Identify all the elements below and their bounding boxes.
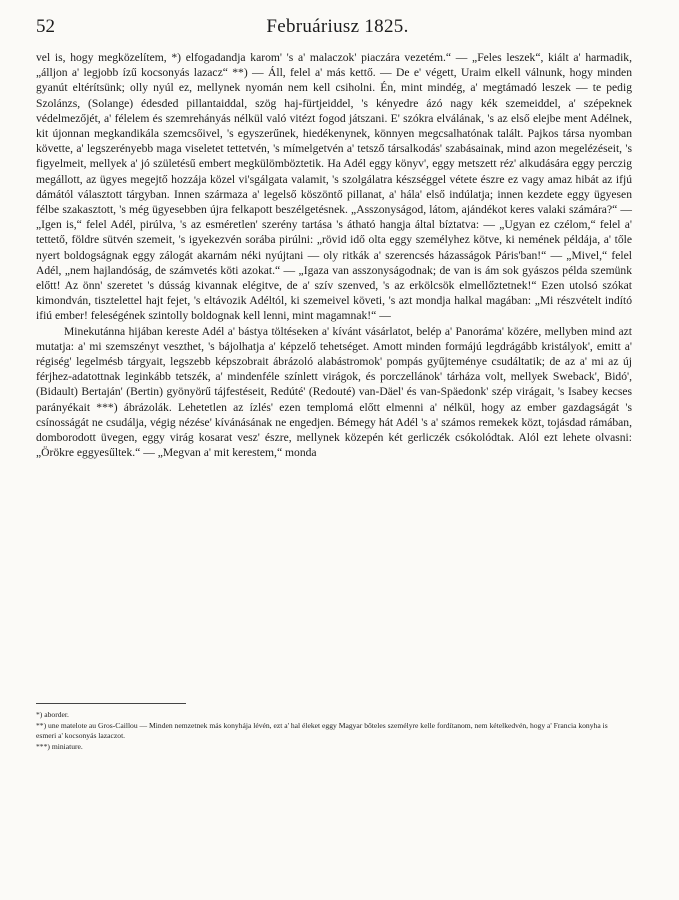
footnote: *) aborder. [36, 710, 69, 719]
body-text [36, 50, 632, 460]
page-header [36, 16, 639, 44]
footnotes [36, 710, 626, 752]
paragraph: Minekutánna hijában kereste Adél a' bástya töltéseken a' kívánt vásárlatot, belép a' Panoráma' közére, mellyben mind azt mutatja: a' mi szemszényt veszthet, 's bájolhatja a' képzelő tehetséget. Amott minden formájú legdrágább kristályok', emitt a' régiség' legelmésb tárgyait, legszebb képszobrait ábrázoló alabástromok' pompás gyűjteménye csudáltatik; de az a' mi az új férjhez-adatottnak leginkább tetszék, a' mindenféle színlett virágok, és porczellánok' tárháza volt, mellyek Sweback', Bidó', (Bidault) Bertaján' (Bertin) gyönyörű tájfestéseit, Redúté' (Redouté) van-Däel' és van-Späedonk' szép virágait, 's Isabey kecses parányékait ***) ábrázolák. Lehetetlen az ízlés' ezen templomá előtt elmenni a' nélkül, hogy az ember gazdagságát 's csínosságát ne csudálja, végig nézése' kívánásának ne engedjen. Bémegy hát Adél 's a' számos remekek közt, tojásdad rámában, domborodott üvegen, eggy virág kosarat vesz' észre, mellynek közepén két gerliczék csókolódtak. Alól ezt lehete olvasni: „Örökre eggyesűltek.“ — „Megvan a' mit kerestem,“ monda [36, 324, 632, 460]
footnote-divider [36, 703, 186, 704]
footnote: **) une matelote au Gros-Caillou — Minden nemzetnek más konyhája lévén, ezt a' hal éleket eggy Magyar bőteles személyre kelle fordítanom, nem kételkedvén, hogy a' Francia konyha is esmeri a' kocsonyás lazaczot. [36, 720, 608, 740]
footnote: ***) miniature. [36, 741, 83, 751]
page-number: 52 [36, 16, 55, 37]
running-title: Februáriusz 1825. [266, 16, 409, 37]
paragraph: vel is, hogy megközelítem, *) elfogadandja karom' 's a' malaczok' piaczára vezetém.“ — „Feles leszek“, kiált a' harmadik, „álljon a' legjobb ízű kocsonyás lazacz“ **) — Áll, felel a' más kettő. — De e' végett, Uraim elkell válnunk, hogy minden gyanút eltérítsünk; olly nyúl ez, mellynek nyomán nem kell csiholni. Én, mint mindég, a' megtámadó leszek — te pedig Szolánzs, (Solange) édesded pillantaiddal, szög haj-fürtjeiddel, 's kényedre ázó nagy kék szemeiddel, a' szépeknek védelmezőjét, a' félelem és szemrehányás nélkül való vitézt fogod játszani. E' szókra elválának, 's az első elejbe ment Adélnek, kit újonnan megkandikála szemcsőivel, 's egyszerűnek, hiedékenynek, könnyen megcsalhatónak talált. Pajkos társa nyomban követte, a' legszerényebb maga viseletet tettetvén, 's mímelgetvén a' tetsző társalkodás' szabásainak, mind azon megelézéseit, 's figyelmeit, mellyek a' jó születésű embert megkülömböztetik. Ha Adél eggy könyv', eggy metszett réz' alkudására eggy perczig megállott, az ügyes megejtő hozzája közel vi'sgálgata valamit, 's szolgálatra készséggel vétete észre ez vagy amaz hibát az ifjú dámától választott tárgyban. Innen származa a' legelső köszöntő pillanat, a' hála' első indúlatja; innen kezdete eggy ügyesen félbe szakasztott, 's még ügyesebben újra felkapott beszélgetésnek. „Asszonyságod, látom, ajándékot keres valaki számára?“ — „Igen is,“ felel Adél, pirúlva, 's az esméretlen' szerény tartása 's átható hangja által bíztatva: — „Ugyan ez czélom,“ felel a' tettető, földre sütvén szemeit, 's igyekezvén sorába pirúlni: „rövid idő olta eggy személyhez kötve, ki nemének példája, a' tőle nyert boldogságnak eggy zálogát akarnám néki nyújtani — oly ritkák a' szerencsés házasságok Páris'ban!“ — „Mivel,“ felel Adél, „nem hajlandóság, de számvetés köti azokat.“ — „Igaza van asszonyságodnak; de van is ám sok gyászos példa szemünk előtt! Az önn' szeretet 's dússág kivannak elégitve, de a' szív szenved, 's az erkölcsök elmellőztetnek!“ Ezen utolsó szókat kimondván, tisztelettel hajt fejet, 's eltávozik Adéltól, ki szemeivel követi, 's azt mondja halkal magában: „Mi részvételt indító ifiú ember! feleségének szintolly boldognak kell lenni, mint magamnak!“ — [36, 51, 632, 323]
